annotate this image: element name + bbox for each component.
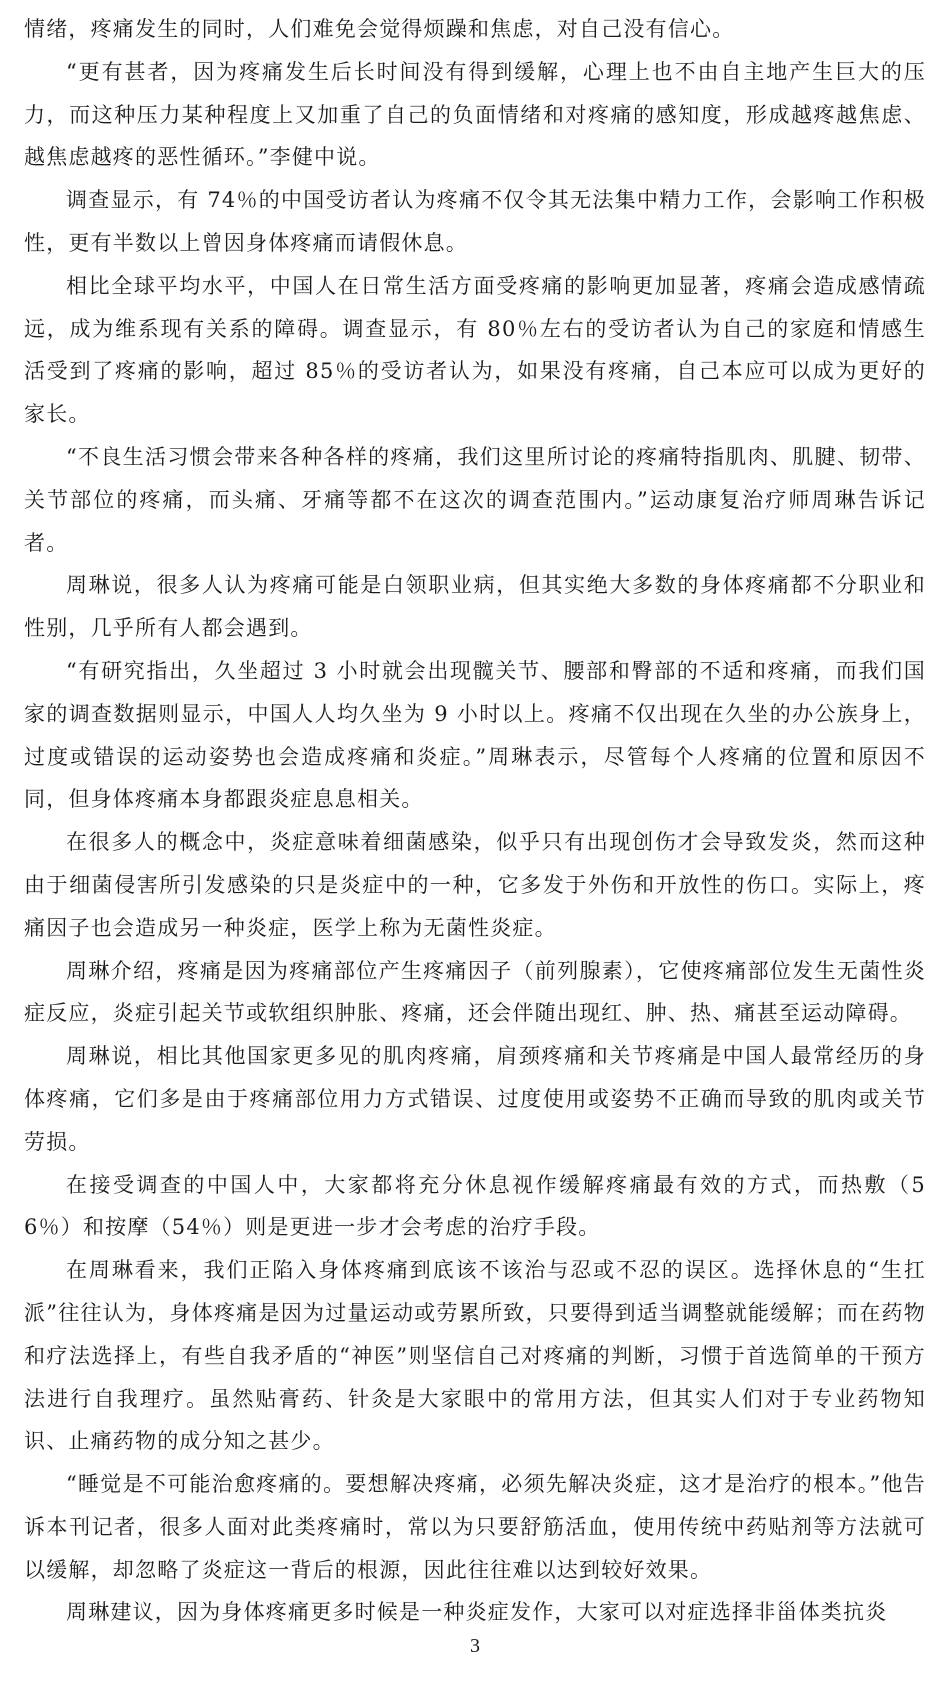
paragraph-12: 在周琳看来，我们正陷入身体疼痛到底该不该治与忍或不忍的误区。选择休息的“生扛派”往往认为，身体疼痛是因为过量运动或劳累所致，只要得到适当调整就能缓解；而在药物和疗法选择上，有些自我矛盾的“神医”则坚信自己对疼痛的判断，习惯于首选简单的干预方法进行自我理疗。虽然贴膏药、针灸是大家眼中的常用方法，但其实人们对于专业药物知识、止痛药物的成分知之甚少。	[24, 1258, 926, 1454]
paragraph-9: 周琳介绍，疼痛是因为疼痛部位产生疼痛因子（前列腺素），它使疼痛部位发生无菌性炎症反应，炎症引起关节或软组织肿胀、疼痛，还会伴随出现红、肿、热、痛甚至运动障碍。	[24, 958, 926, 1026]
paragraph-3: 调查显示，有 74％的中国受访者认为疼痛不仅令其无法集中精力工作，会影响工作积极性，更有半数以上曾因身体疼痛而请假休息。	[24, 188, 926, 255]
paragraph-13: “睡觉是不可能治愈疼痛的。要想解决疼痛，必须先解决炎症，这才是治疗的根本。”他告诉本刊记者，很多人面对此类疼痛时，常以为只要舒筋活血，使用传统中药贴剂等方法就可以缓解，却忽略了炎症这一背后的根源，因此往往难以达到较好效果。	[24, 1472, 926, 1582]
paragraph-10: 周琳说，相比其他国家更多见的肌肉疼痛，肩颈疼痛和关节疼痛是中国人最常经历的身体疼痛，它们多是由于疼痛部位用力方式错误、过度使用或姿势不正确而导致的肌肉或关节劳损。	[24, 1044, 926, 1154]
paragraph-5: “不良生活习惯会带来各种各样的疼痛，我们这里所讨论的疼痛特指肌肉、肌腱、韧带、关节部位的疼痛，而头痛、牙痛等都不在这次的调查范围内。”运动康复治疗师周琳告诉记者。	[24, 444, 926, 555]
paragraph-2: “更有甚者，因为疼痛发生后长时间没有得到缓解，心理上也不由自主地产生巨大的压力，而这种压力某种程度上又加重了自己的负面情绪和对疼痛的感知度，形成越疼越焦虑、越焦虑越疼的恶性循环。”李健中说。	[24, 59, 926, 170]
paragraph-7: “有研究指出，久坐超过 3 小时就会出现髋关节、腰部和臀部的不适和疼痛，而我们国家的调查数据则显示，中国人人均久坐为 9 小时以上。疼痛不仅出现在久坐的办公族身上，过度或错误的运动姿势也会造成疼痛和炎症。”周琳表示，尽管每个人疼痛的位置和原因不同，但身体疼痛本身都跟炎症息息相关。	[24, 658, 926, 812]
paragraph-11: 在接受调查的中国人中，大家都将充分休息视作缓解疼痛最有效的方式，而热敷（56％）和按摩（54％）则是更进一步才会考虑的治疗手段。	[24, 1172, 926, 1240]
paragraph-6: 周琳说，很多人认为疼痛可能是白领职业病，但其实绝大多数的身体疼痛都不分职业和性别，几乎所有人都会遇到。	[24, 573, 926, 641]
page-number: 3	[470, 1635, 480, 1657]
paragraph-1: 情绪，疼痛发生的同时，人们难免会觉得烦躁和焦虑，对自己没有信心。	[24, 17, 735, 41]
paragraph-4: 相比全球平均水平，中国人在日常生活方面受疼痛的影响更加显著，疼痛会造成感情疏远，成为维系现有关系的障碍。调查显示，有 80％左右的受访者认为自己的家庭和情感生活受到了疼痛的影响，超过 85％的受访者认为，如果没有疼痛，自己本应可以成为更好的家长。	[24, 273, 926, 427]
paragraph-8: 在很多人的概念中，炎症意味着细菌感染，似乎只有出现创伤才会导致发炎，然而这种由于细菌侵害所引发感染的只是炎症中的一种，它多发于外伤和开放性的伤口。实际上，疼痛因子也会造成另一种炎症，医学上称为无菌性炎症。	[24, 830, 926, 940]
paragraph-14: 周琳建议，因为身体疼痛更多时候是一种炎症发作，大家可以对症选择非甾体类抗炎	[66, 1600, 888, 1625]
